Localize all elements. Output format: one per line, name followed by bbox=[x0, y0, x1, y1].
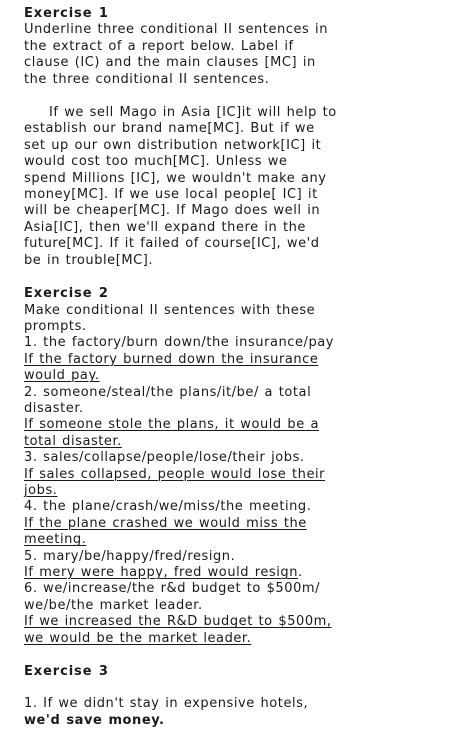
report-extract-line: If we sell Mago in Asia [IC]it will help to bbox=[49, 105, 337, 121]
prompt-line: 5. mary/be/happy/fred/resign. bbox=[24, 548, 236, 564]
prompt-line: 3. sales/collapse/people/lose/their jobs. bbox=[24, 450, 305, 466]
exercise-3-title: Exercise 3 bbox=[24, 664, 109, 680]
exercise-2-section bbox=[24, 286, 462, 647]
exercise-2-instruction: prompts. bbox=[24, 318, 87, 334]
exercise-1-section bbox=[24, 6, 462, 269]
answer-line: jobs. bbox=[24, 482, 58, 498]
report-extract-line: spend Millions [IC], we wouldn't make any bbox=[24, 170, 327, 186]
report-extract-line: will be cheaper[MC]. If Mago does well in bbox=[24, 203, 321, 219]
exercise-1-instruction: the three conditional II sentences. bbox=[24, 71, 270, 87]
report-extract-line: future[MC]. If it failed of course[IC], we'd bbox=[24, 236, 320, 252]
answer-line: If someone stole the plans, it would be a bbox=[24, 417, 319, 433]
answer-line: If we increased the R&D budget to $500m, bbox=[24, 614, 332, 630]
prompt-line: 2. someone/steal/the plans/it/be/ a total bbox=[24, 384, 312, 400]
exercise-3-line: 1. If we didn't stay in expensive hotels, bbox=[24, 696, 309, 712]
answer-line: total disaster. bbox=[24, 433, 122, 449]
prompt-line: 4. the plane/crash/we/miss/the meeting. bbox=[24, 499, 312, 515]
exercise-2-title: Exercise 2 bbox=[24, 286, 109, 302]
prompt-line: 1. the factory/burn down/the insurance/pay bbox=[24, 335, 335, 351]
exercise-1-instruction: the extract of a report below. Label if bbox=[24, 38, 294, 54]
answer-tail: . bbox=[297, 565, 303, 580]
prompt-line: 6. we/increase/the r&d budget to $500m/ bbox=[24, 581, 321, 597]
answer-line: we would be the market leader. bbox=[24, 630, 252, 646]
report-extract-line: be in trouble[MC]. bbox=[24, 252, 154, 268]
report-extract-line: Asia[IC], then we'll expand there in the bbox=[24, 219, 306, 235]
exercise-3-section bbox=[24, 664, 462, 729]
exercise-1-title: Exercise 1 bbox=[24, 6, 109, 21]
exercise-1-instruction: clause (IC) and the main clauses [MC] in bbox=[24, 55, 316, 71]
answer-line-wrapper bbox=[24, 565, 462, 581]
prompt-line: disaster. bbox=[24, 400, 84, 416]
report-extract-line: would cost too much[MC]. Unless we bbox=[24, 154, 288, 170]
answer-line: If the plane crashed we would miss the bbox=[24, 515, 307, 531]
exercise-1-instruction: Underline three conditional II sentences in bbox=[24, 22, 328, 38]
exercise-2-instruction: Make conditional II sentences with these bbox=[24, 302, 316, 318]
prompt-line: we/be/the market leader. bbox=[24, 597, 203, 613]
report-extract-line: establish our brand name[MC]. But if we bbox=[24, 121, 315, 137]
answer-line: meeting. bbox=[24, 532, 87, 548]
answer-line: would pay. bbox=[24, 368, 100, 384]
exercise-3-bold-line: we'd save money. bbox=[24, 712, 165, 728]
report-extract-line: money[MC]. If we use local people[ IC] it bbox=[24, 187, 318, 203]
report-extract-line: set up our own distribution network[IC] it bbox=[24, 137, 322, 153]
answer-line: If mery were happy, fred would resign bbox=[24, 565, 298, 580]
answer-line: If sales collapsed, people would lose their bbox=[24, 466, 326, 482]
answer-line: If the factory burned down the insurance bbox=[24, 351, 319, 367]
